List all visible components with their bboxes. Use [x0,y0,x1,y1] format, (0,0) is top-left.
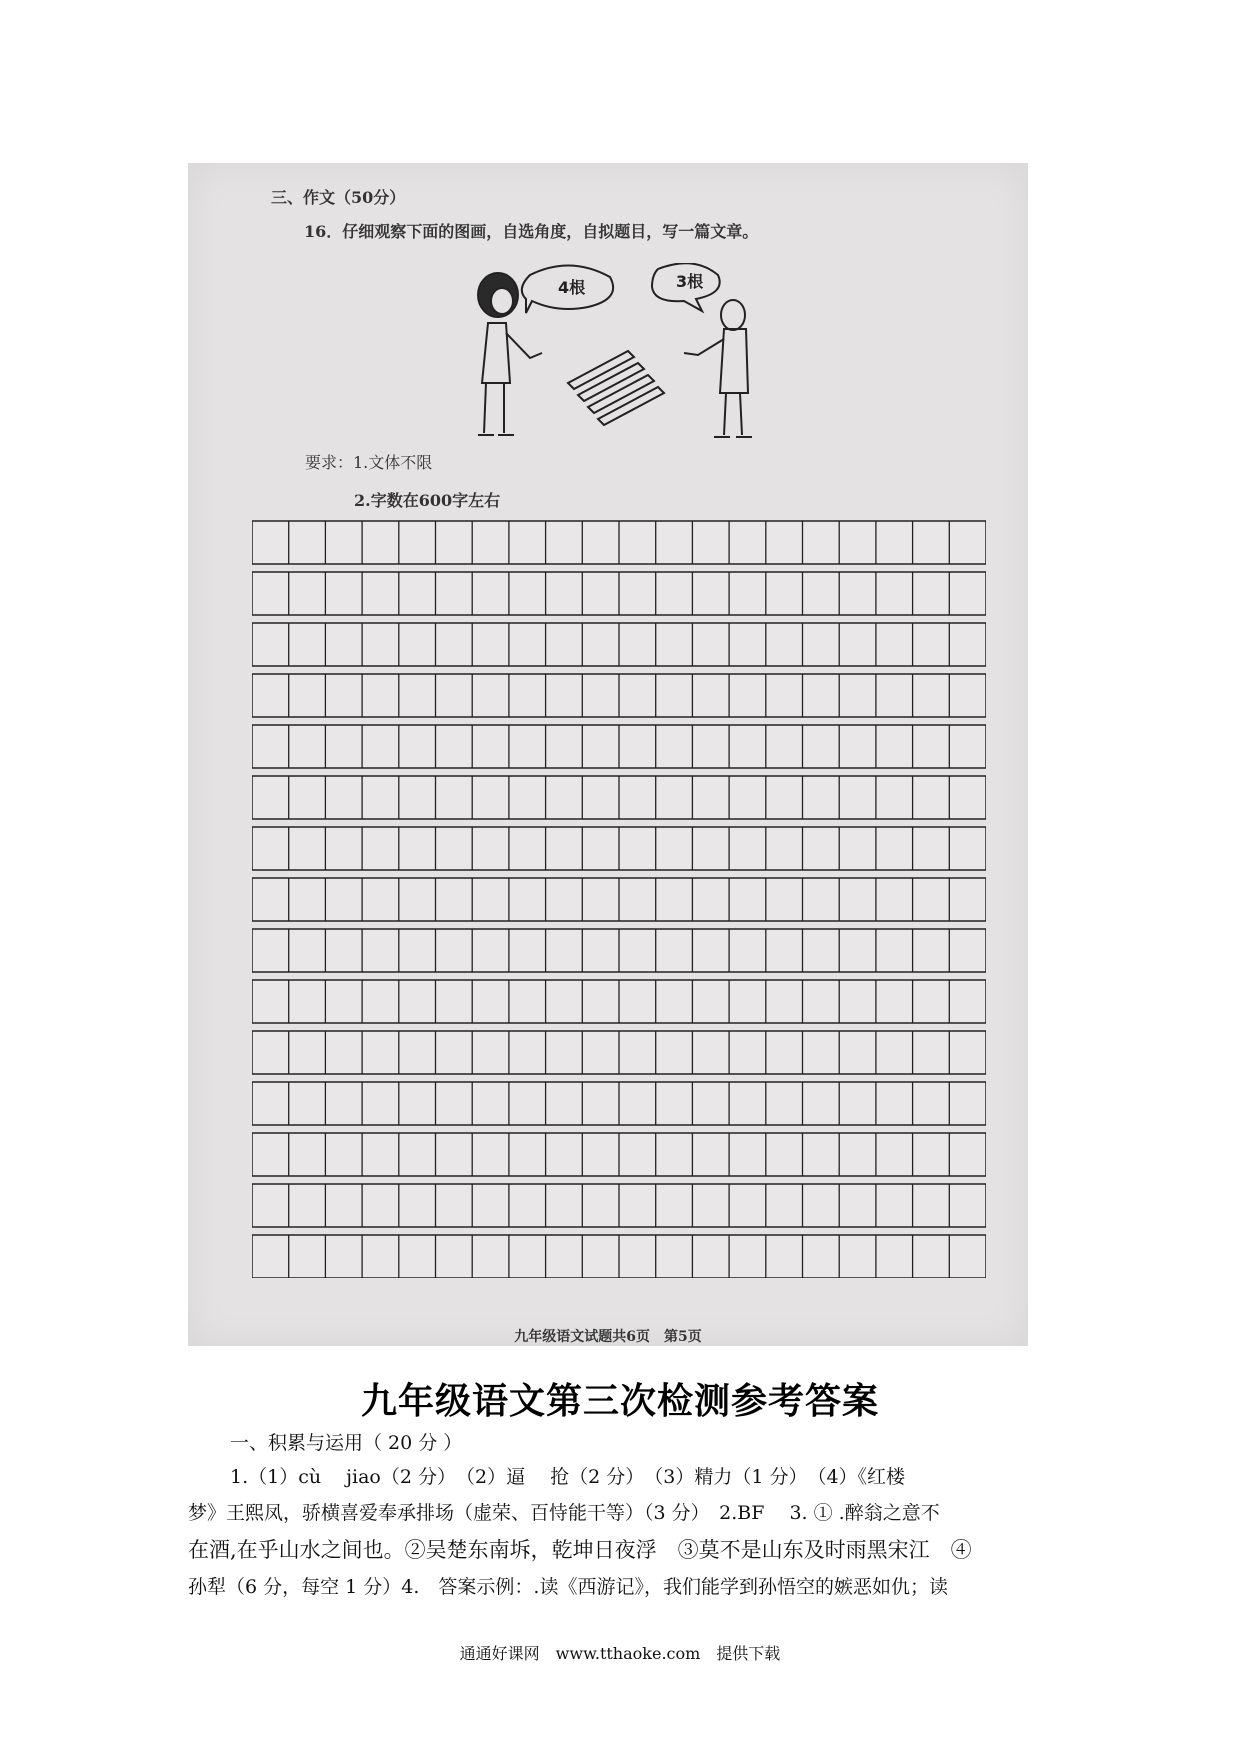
answer-line: 孙犁（6 分，每空 1 分）4. 答案示例：.读《西游记》，我们能学到孙悟空的嫉恶如仇；读 [188,1576,948,1598]
answer-line: 梦》王熙凤，骄横喜爱奉承排场（虚荣、百恃能干等）（3 分） 2.BF 3. ① .醉翁之意不 [188,1502,940,1524]
writing-grid [252,513,986,1278]
exam-page-footer: 九年级语文试题共6页 第5页 [514,1329,702,1345]
essay-section-heading: 三、作文（50分） [271,188,406,207]
answer-line: 在酒,在乎山水之间也。②吴楚东南坼，乾坤日夜浮 ③莫不是山东及时雨黑宋江 ④ [188,1538,972,1562]
site-footer: 通通好课网 www.tthaoke.com 提供下载 [459,1644,781,1663]
part-one-heading: 一、积累与运用（ 20 分 ） [230,1432,463,1454]
cartoon-illustration [458,263,778,443]
right-speech-bubble: 3根 [676,272,704,291]
exam-page-photo [188,163,1028,1346]
answer-key-title: 九年级语文第三次检测参考答案 [360,1381,879,1422]
requirement-length: 2.字数在600字左右 [354,491,501,510]
essay-prompt: 16．仔细观察下面的图画，自选角度，自拟题目，写一篇文章。 [304,222,759,241]
requirement-genre: 要求：1.文体不限 [305,453,433,472]
answer-line: 1.（1）cù jiao（2 分） （2）逼 抢（2 分） （3）精力（1 分） （4）《红楼 [230,1466,906,1488]
left-speech-bubble: 4根 [558,278,586,297]
